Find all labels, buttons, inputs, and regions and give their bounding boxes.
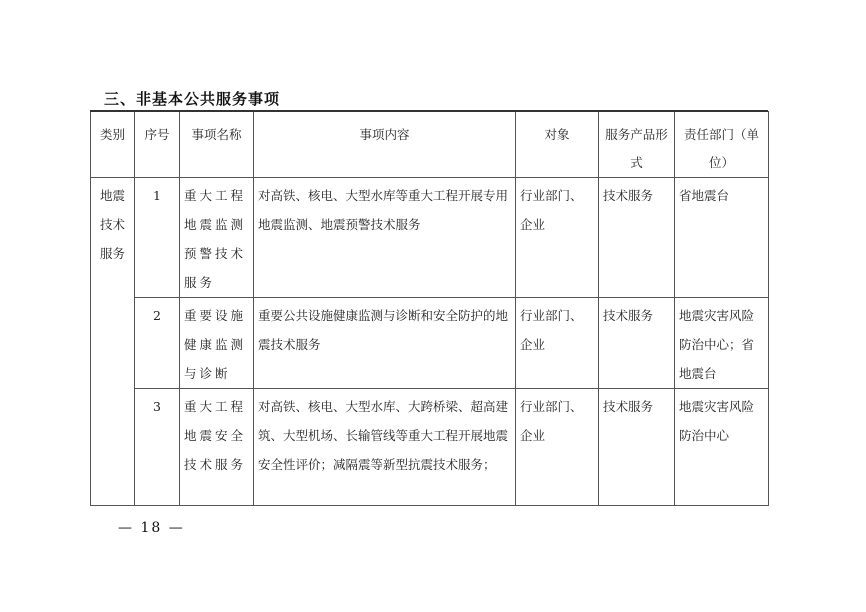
table-row [91, 178, 769, 298]
row-number: 3 [135, 389, 180, 506]
item-service-form: 技术服务 [599, 389, 675, 506]
table-row [91, 298, 769, 389]
page-number: — 18 — [118, 520, 185, 536]
item-target: 行业部门、企业 [516, 298, 599, 389]
section-title: 三、非基本公共服务事项 [104, 90, 281, 108]
row-number: 2 [135, 298, 180, 389]
item-service-form: 技术服务 [599, 178, 675, 298]
item-department: 省地震台 [675, 178, 769, 298]
header-number: 序号 [135, 112, 180, 178]
header-item-content: 事项内容 [254, 112, 516, 178]
item-name: 重大工程地震安全技术服务 [180, 389, 254, 506]
category-cell: 地震技术服务 [91, 178, 135, 506]
table-row [91, 389, 769, 506]
header-item-name: 事项名称 [180, 112, 254, 178]
item-content: 对高铁、核电、大型水库等重大工程开展专用地震监测、地震预警技术服务 [254, 178, 516, 298]
table-header-row [91, 112, 769, 178]
services-table [90, 111, 769, 506]
item-department: 地震灾害风险防治中心；省地震台 [675, 298, 769, 389]
table-top-rule [90, 110, 768, 112]
item-name: 重要设施健康监测与诊断 [180, 298, 254, 389]
header-target: 对象 [516, 112, 599, 178]
item-content: 重要公共设施健康监测与诊断和安全防护的地震技术服务 [254, 298, 516, 389]
header-category: 类别 [91, 112, 135, 178]
item-target: 行业部门、企业 [516, 178, 599, 298]
row-number: 1 [135, 178, 180, 298]
item-name: 重大工程地震监测预警技术服务 [180, 178, 254, 298]
item-department: 地震灾害风险防治中心 [675, 389, 769, 506]
item-target: 行业部门、企业 [516, 389, 599, 506]
item-service-form: 技术服务 [599, 298, 675, 389]
item-content: 对高铁、核电、大型水库、大跨桥梁、超高建筑、大型机场、长输管线等重大工程开展地震安全性评价；减隔震等新型抗震技术服务； [254, 389, 516, 506]
header-service-form: 服务产品形式 [599, 112, 675, 178]
header-department: 责任部门（单位） [675, 112, 769, 178]
